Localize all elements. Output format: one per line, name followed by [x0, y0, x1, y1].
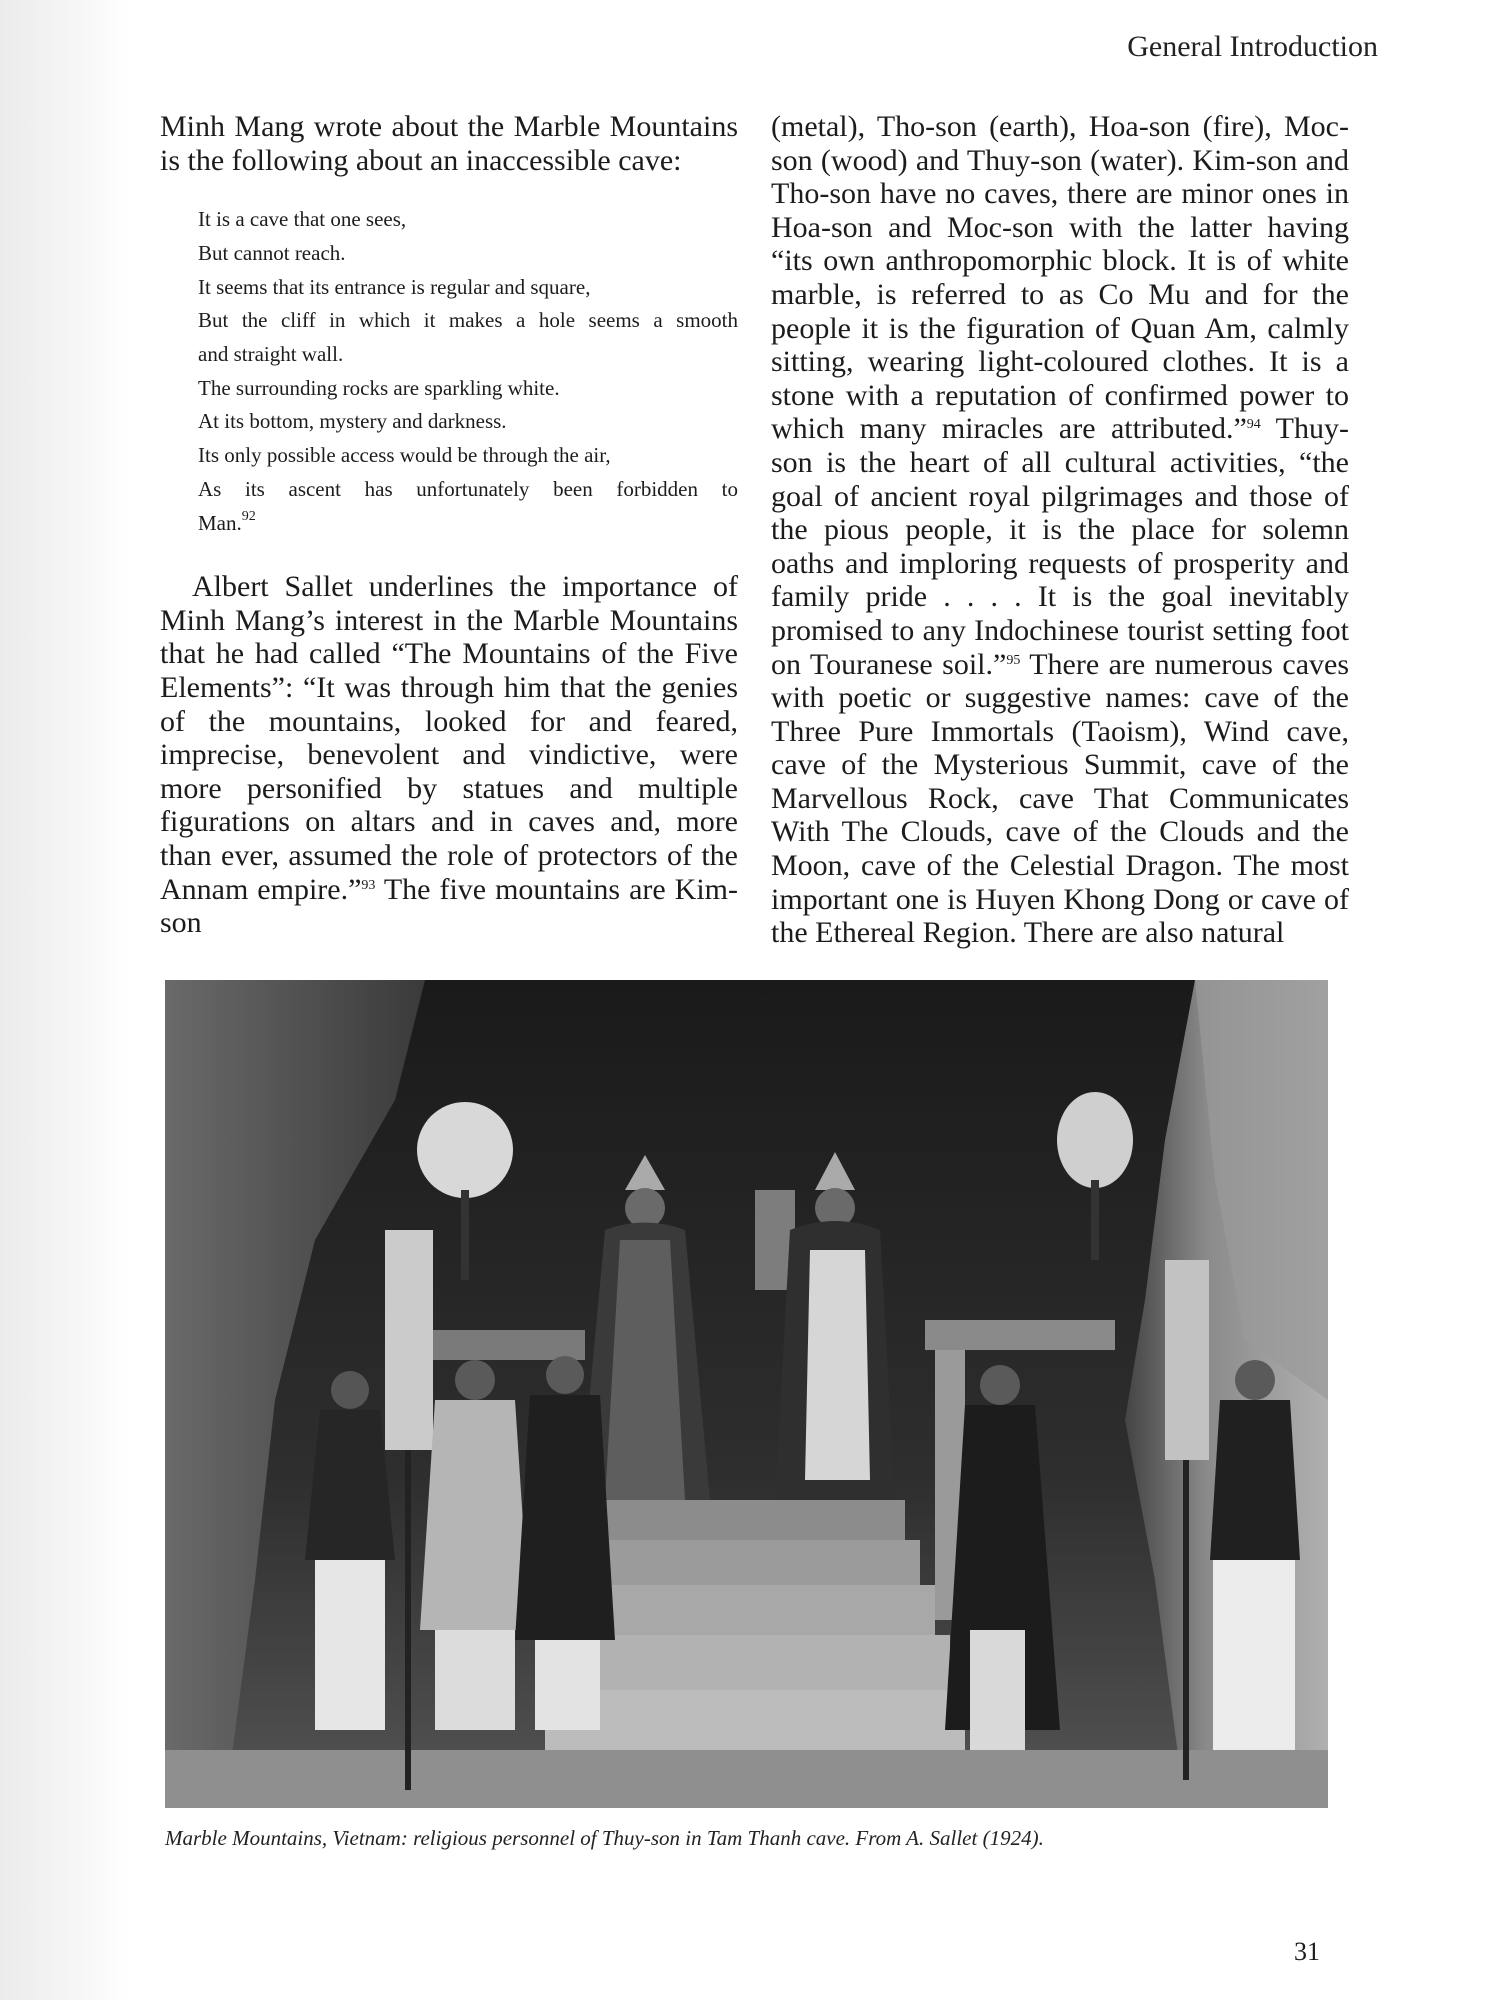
- cave-floor: [165, 1750, 1328, 1808]
- right-column: [771, 110, 1349, 950]
- paragraph-text: Albert Sallet underlines the importance of Minh Mang’s interest in the Marble Mountains that he had called “The Mountains of the Five Elements”: “It was through him that the genies of the mountains, looked for and feared, imprecise, benevolent and vindictive, were more personified by statues and multiple figurations on altars and in caves and, more than ever, assumed the role of protectors of the Annam empire.”: [160, 570, 738, 906]
- paragraph-text: Thuy-son is the heart of all cultural activities, “the goal of ancient royal pilgrimages and those of the pious people, it is the place for solemn oaths and imploring requests of prosperity and family pride . . . . It is the goal inevitably promised to any Indochinese tourist setting foot on Touranese soil.”: [771, 412, 1350, 681]
- quote-line: But cannot reach.: [198, 240, 346, 265]
- stone-step: [560, 1635, 950, 1690]
- running-head: General Introduction: [1127, 30, 1378, 63]
- footnote-ref: 94: [1246, 417, 1261, 433]
- page-number: 31: [1294, 1937, 1320, 1966]
- block-quote: [198, 203, 738, 540]
- footnote-ref: 92: [241, 508, 256, 524]
- paragraph-text: The five mountains are Kim-son: [160, 872, 738, 940]
- quote-line: At its bottom, mystery and darkness.: [198, 409, 507, 434]
- quote-line: and straight wall.: [198, 342, 344, 366]
- stone-step: [545, 1690, 965, 1750]
- quote-line: It seems that its entrance is regular and square,: [198, 274, 591, 299]
- balustrade-left: [415, 1330, 585, 1360]
- footnote-ref: 93: [361, 877, 376, 893]
- stone-step: [575, 1585, 935, 1635]
- page-gutter-shadow: [0, 0, 130, 2000]
- quote-line: Its only possible access would be through the air,: [198, 443, 611, 468]
- left-column: [160, 110, 738, 940]
- quote-line: Man.: [198, 510, 242, 535]
- cave-photograph: [165, 980, 1328, 1808]
- quote-line: As its ascent has unfortunately been forbidden to: [198, 476, 738, 501]
- figure-attendant-2: [420, 1360, 530, 1730]
- stone-step: [590, 1540, 920, 1585]
- quote-line-last: [198, 507, 738, 541]
- mountains-paragraph: [771, 110, 1349, 950]
- quote-line: The surrounding rocks are sparkling white.: [198, 375, 560, 400]
- quote-line: But the cliff in which it makes a hole seems a smooth: [198, 308, 738, 333]
- figure-caption: Marble Mountains, Vietnam: religious personnel of Thuy-son in Tam Thanh cave. From A. Sallet (1924).: [165, 1826, 1044, 1850]
- photo-illustration: [165, 980, 1328, 1808]
- quote-line: It is a cave that one sees,: [198, 207, 407, 232]
- paragraph-text: There are numerous caves with poetic or suggestive names: cave of the Three Pure Immortals (Taoism), Wind cave, cave of the Mysterious Summit, cave of the Marvellous Rock, cave That Communicates With The Clouds, cave of the Clouds and the Moon, cave of the Celestial Dragon. The most important one is Huyen Khong Dong or cave of the Ethereal Region. There are also natural: [771, 647, 1349, 950]
- stone-step: [605, 1500, 905, 1540]
- intro-paragraph: Minh Mang wrote about the Marble Mountains is the following about an inaccessible cave:: [160, 110, 738, 177]
- footnote-ref: 95: [1006, 652, 1021, 668]
- figure-attendant-5: [1210, 1360, 1300, 1750]
- sallet-paragraph: [160, 570, 738, 940]
- paragraph-text: (metal), Tho-son (earth), Hoa-son (fire), Moc-son (wood) and Thuy-son (water). Kim-son and Tho-son have no caves, there are minor ones in Hoa-son and Moc-son with the latter having “its own anthropomorphic block. It is of white marble, is referred to as Co Mu and for the people it is the figuration of Quan Am, calmly sitting, wearing light-coloured clothes. It is a stone with a reputation of confirmed power to which many miracles are attributed.”: [771, 110, 1349, 446]
- balustrade-right: [925, 1320, 1115, 1350]
